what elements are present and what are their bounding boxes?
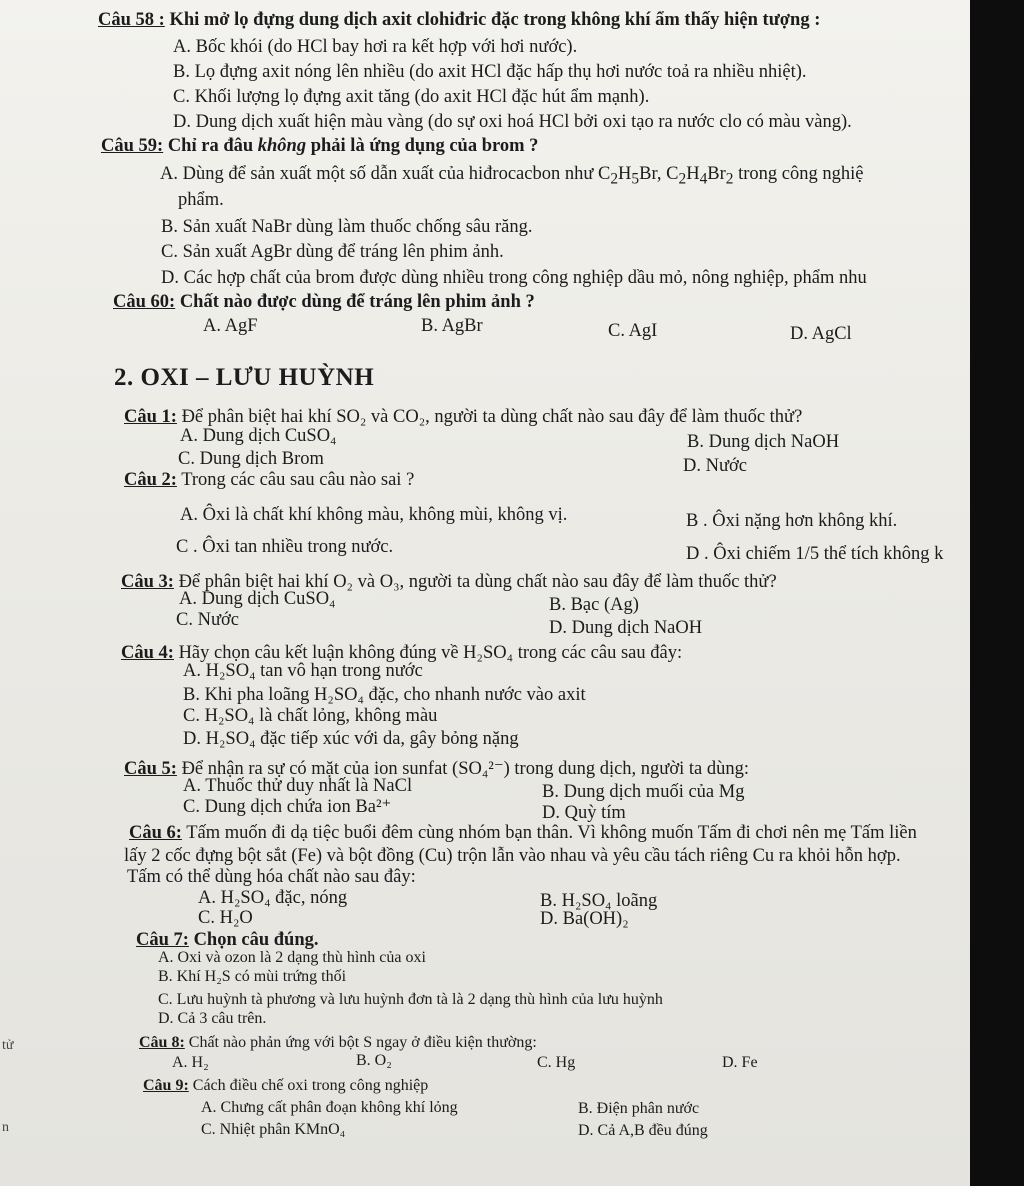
c6-option-a: A. H₂SO₄ đặc, nóng <box>198 888 348 908</box>
margin-mark: n <box>2 1120 9 1135</box>
c9-question <box>143 1075 428 1097</box>
c6-question <box>129 822 917 844</box>
q59-label: Câu 59: <box>101 136 164 156</box>
c9-option-a: A. Chưng cất phân đoạn không khí lỏng <box>201 1099 458 1116</box>
c6-option-c: C. H₂O <box>198 908 253 928</box>
c7-option-b: B. Khí H₂S có mùi trứng thối <box>158 968 347 985</box>
q60-option-d: D. AgCl <box>790 324 852 344</box>
dark-background-edge <box>970 0 1024 1186</box>
q59-a-sub: 4 <box>699 170 708 188</box>
c3-option-b: B. Bạc (Ag) <box>549 595 639 615</box>
c5-option-d: D. Quỳ tím <box>542 803 626 823</box>
c2-option-c: C . Ôxi tan nhiều trong nước. <box>176 537 394 557</box>
c8-label: Câu 8: <box>139 1034 185 1051</box>
c1-option-c: C. Dung dịch Brom <box>178 449 324 469</box>
c3-label: Câu 3: <box>121 572 174 592</box>
q60-label: Câu 60: <box>113 292 176 312</box>
q58-label: Câu 58 : <box>98 10 165 30</box>
c2-text: Trong các câu sau câu nào sai ? <box>181 470 415 490</box>
q59-option-c: C. Sản xuất AgBr dùng để tráng lên phim ảnh. <box>161 242 504 262</box>
q59-option-d: D. Các hợp chất của brom được dùng nhiều trong công nghiệp dầu mỏ, nông nghiệp, phẩm nhu <box>161 268 867 288</box>
c7-text: Chọn câu đúng. <box>193 930 319 950</box>
q59-a-post: trong công nghiệ <box>733 164 864 184</box>
c5-text: Để nhận ra sự có mặt của ion sunfat (SO₄²⁻) trong dung dịch, người ta dùng: <box>181 759 749 779</box>
c9-text: Cách điều chế oxi trong công nghiệp <box>192 1077 429 1094</box>
q59-a-pre: A. Dùng để sản xuất một số dẫn xuất của hiđrocacbon như C <box>160 164 611 184</box>
q59-text-em: không <box>257 136 307 156</box>
c8-option-b: B. O₂ <box>356 1052 392 1069</box>
c2-option-a: A. Ôxi là chất khí không màu, không mùi, không vị. <box>180 505 568 525</box>
q60-option-c: C. AgI <box>608 321 658 341</box>
c2-option-d: D . Ôxi chiếm 1/5 thể tích không k <box>686 544 944 564</box>
q58-option-d: D. Dung dịch xuất hiện màu vàng (do sự oxi hoá HCl bởi oxi tạo ra nước clo có màu vàng). <box>173 112 852 132</box>
q58-text: Khi mở lọ đựng dung dịch axit clohiđric đặc trong không khí ẩm thấy hiện tượng : <box>169 10 821 30</box>
c9-option-c: C. Nhiệt phân KMnO₄ <box>201 1121 346 1138</box>
q59-a-br: Br, C <box>639 164 679 184</box>
q60-text: Chất nào được dùng để tráng lên phim ảnh ? <box>179 292 535 312</box>
q58-option-a: A. Bốc khói (do HCl bay hơi ra kết hợp với hơi nước). <box>173 37 578 57</box>
c6-option-d: D. Ba(OH)₂ <box>540 909 629 929</box>
c3-option-d: D. Dung dịch NaOH <box>549 618 703 638</box>
q59-option-b: B. Sản xuất NaBr dùng làm thuốc chống sâu răng. <box>161 217 533 237</box>
c7-label: Câu 7: <box>136 930 189 950</box>
q59-a-sub: 2 <box>678 170 687 188</box>
c6-label: Câu 6: <box>129 823 182 843</box>
q59-text-pre: Chỉ ra đâu <box>167 136 258 156</box>
c5-option-b: B. Dung dịch muối của Mg <box>542 782 745 802</box>
c1-option-b: B. Dung dịch NaOH <box>687 432 840 452</box>
q59-option-a-cont: phẩm. <box>178 190 224 210</box>
c7-option-d: D. Cả 3 câu trên. <box>158 1010 267 1027</box>
c3-option-a: A. Dung dịch CuSO₄ <box>179 589 336 609</box>
c8-text: Chất nào phản ứng với bột S ngay ở điều kiện thường: <box>188 1034 537 1051</box>
q58-option-b: B. Lọ đựng axit nóng lên nhiều (do axit HCl đặc hấp thụ hơi nước toả ra nhiều nhiệt). <box>173 62 807 82</box>
c1-label: Câu 1: <box>124 407 177 427</box>
q59-a-sub: 5 <box>631 170 640 188</box>
c9-option-b: B. Điện phân nước <box>578 1100 700 1117</box>
c4-label: Câu 4: <box>121 643 174 663</box>
c7-option-c: C. Lưu huỳnh tà phương và lưu huỳnh đơn tà là 2 dạng thù hình của lưu huỳnh <box>158 991 663 1008</box>
q59-a-sub: 2 <box>610 170 619 188</box>
c5-label: Câu 5: <box>124 759 177 779</box>
c2-label: Câu 2: <box>124 470 177 490</box>
q59-a-sub: 2 <box>725 170 734 188</box>
c6-option-b: B. H₂SO₄ loãng <box>540 891 658 911</box>
margin-mark: tử <box>2 1038 14 1053</box>
c2-question <box>124 469 414 491</box>
q58-option-c: C. Khối lượng lọ đựng axit tăng (do axit HCl đặc hút ẩm mạnh). <box>173 87 650 107</box>
c4-option-c: C. H₂SO₄ là chất lỏng, không màu <box>183 706 438 726</box>
q60-option-a: A. AgF <box>203 316 258 336</box>
c6-text-1: Tấm muốn đi dạ tiệc buổi đêm cùng nhóm bạn thân. Vì không muốn Tấm đi chơi nên mẹ Tấm liền <box>186 823 917 843</box>
c6-text-2: lấy 2 cốc đựng bột sắt (Fe) và bột đồng (Cu) trộn lẫn vào nhau và yêu cầu tách riêng Cu ra khỏi hỗn hợp. <box>124 846 901 866</box>
c8-option-a: A. H₂ <box>172 1054 209 1071</box>
c2-option-b: B . Ôxi nặng hơn không khí. <box>686 511 898 531</box>
c4-option-b: B. Khi pha loãng H₂SO₄ đặc, cho nhanh nước vào axit <box>183 685 586 705</box>
c4-text: Hãy chọn câu kết luận không đúng về H₂SO₄ trong các câu sau đây: <box>178 643 683 663</box>
section-title: 2. OXI – LƯU HUỲNH <box>114 364 375 391</box>
c1-text: Để phân biệt hai khí SO₂ và CO₂, người ta dùng chất nào sau đây để làm thuốc thử? <box>181 407 803 427</box>
c9-label: Câu 9: <box>143 1077 189 1094</box>
q59-a-h: H <box>618 164 632 184</box>
c5-option-c: C. Dung dịch chứa ion Ba²⁺ <box>183 797 392 817</box>
q60-question <box>113 291 535 313</box>
q59-a-h: H <box>686 164 700 184</box>
c9-option-d: D. Cả A,B đều đúng <box>578 1122 708 1139</box>
q59-option-a <box>160 163 863 191</box>
q59-a-br: Br <box>707 164 726 184</box>
c3-option-c: C. Nước <box>176 610 239 630</box>
c8-option-d: D. Fe <box>722 1054 758 1071</box>
c8-option-c: C. Hg <box>537 1054 576 1071</box>
q60-option-b: B. AgBr <box>421 316 483 336</box>
c8-question <box>139 1032 537 1054</box>
c5-option-a: A. Thuốc thử duy nhất là NaCl <box>183 776 413 796</box>
c1-option-d: D. Nước <box>683 456 747 476</box>
q59-text-post: phải là ứng dụng của brom ? <box>306 136 539 156</box>
c4-option-d: D. H₂SO₄ đặc tiếp xúc với da, gây bỏng nặng <box>183 729 519 749</box>
c1-option-a: A. Dung dịch CuSO₄ <box>180 426 337 446</box>
q58-question <box>98 9 820 31</box>
c4-option-a: A. H₂SO₄ tan vô hạn trong nước <box>183 661 423 681</box>
c3-text: Để phân biệt hai khí O₂ và O₃, người ta dùng chất nào sau đây để làm thuốc thử? <box>178 572 777 592</box>
q59-question <box>101 135 538 157</box>
c6-text-3: Tấm có thể dùng hóa chất nào sau đây: <box>127 867 416 887</box>
c7-option-a: A. Oxi và ozon là 2 dạng thù hình của oxi <box>158 949 426 966</box>
